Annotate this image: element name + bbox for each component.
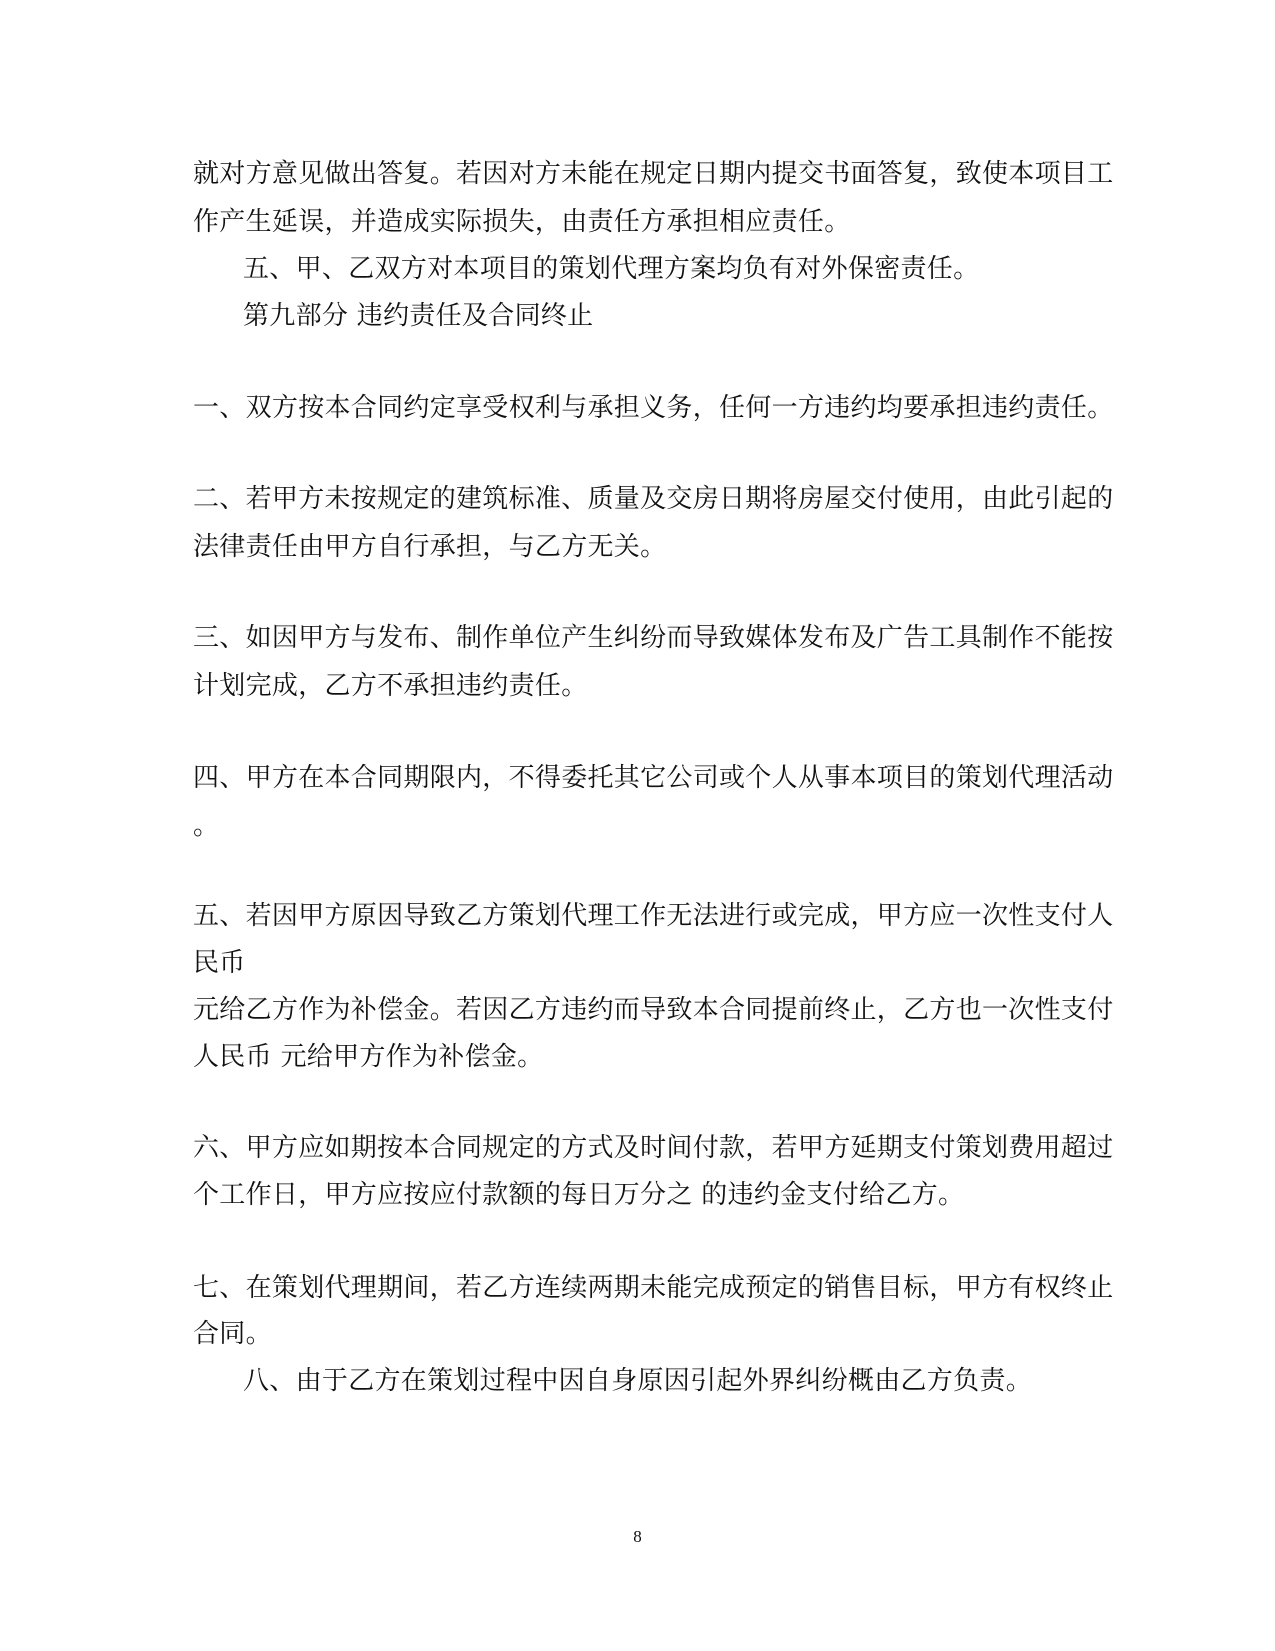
text-line: 法律责任由甲方自行承担，与乙方无关。 [193, 532, 667, 562]
text-line: 计划完成，乙方不承担违约责任。 [193, 671, 588, 701]
text-line: 七、在策划代理期间，若乙方连续两期未能完成预定的销售目标，甲方有权终止 [193, 1273, 1114, 1303]
text-line: 。 [193, 811, 220, 841]
text-line: 八、由于乙方在策划过程中因自身原因引起外界纠纷概由乙方负责。 [243, 1366, 1033, 1396]
text-line: 作产生延误，并造成实际损失，由责任方承担相应责任。 [193, 207, 851, 237]
text-line: 合同。 [193, 1319, 272, 1349]
text-line: 个工作日，甲方应按应付款额的每日万分之 的违约金支付给乙方。 [193, 1180, 965, 1210]
text-line: 二、若甲方未按规定的建筑标准、质量及交房日期将房屋交付使用，由此引起的 [193, 484, 1114, 514]
text-line: 人民币 元给甲方作为补偿金。 [193, 1042, 544, 1072]
text-line: 就对方意见做出答复。若因对方未能在规定日期内提交书面答复，致使本项目工 [193, 159, 1114, 189]
text-line: 四、甲方在本合同期限内，不得委托其它公司或个人从事本项目的策划代理活动 [193, 763, 1114, 793]
text-line: 一、双方按本合同约定享受权利与承担义务，任何一方违约均要承担违约责任。 [193, 393, 1114, 423]
text-line: 元给乙方作为补偿金。若因乙方违约而导致本合同提前终止，乙方也一次性支付 [193, 995, 1114, 1025]
text-line: 三、如因甲方与发布、制作单位产生纠纷而导致媒体发布及广告工具制作不能按 [193, 623, 1114, 653]
text-line: 五、若因甲方原因导致乙方策划代理工作无法进行或完成，甲方应一次性支付人 [193, 901, 1114, 931]
text-line: 六、甲方应如期按本合同规定的方式及时间付款，若甲方延期支付策划费用超过 [193, 1133, 1114, 1163]
page-number: 8 [633, 1527, 642, 1546]
section-heading: 第九部分 违约责任及合同终止 [243, 301, 594, 331]
text-line: 五、甲、乙双方对本项目的策划代理方案均负有对外保密责任。 [243, 254, 980, 284]
text-line: 民币 [193, 948, 246, 978]
